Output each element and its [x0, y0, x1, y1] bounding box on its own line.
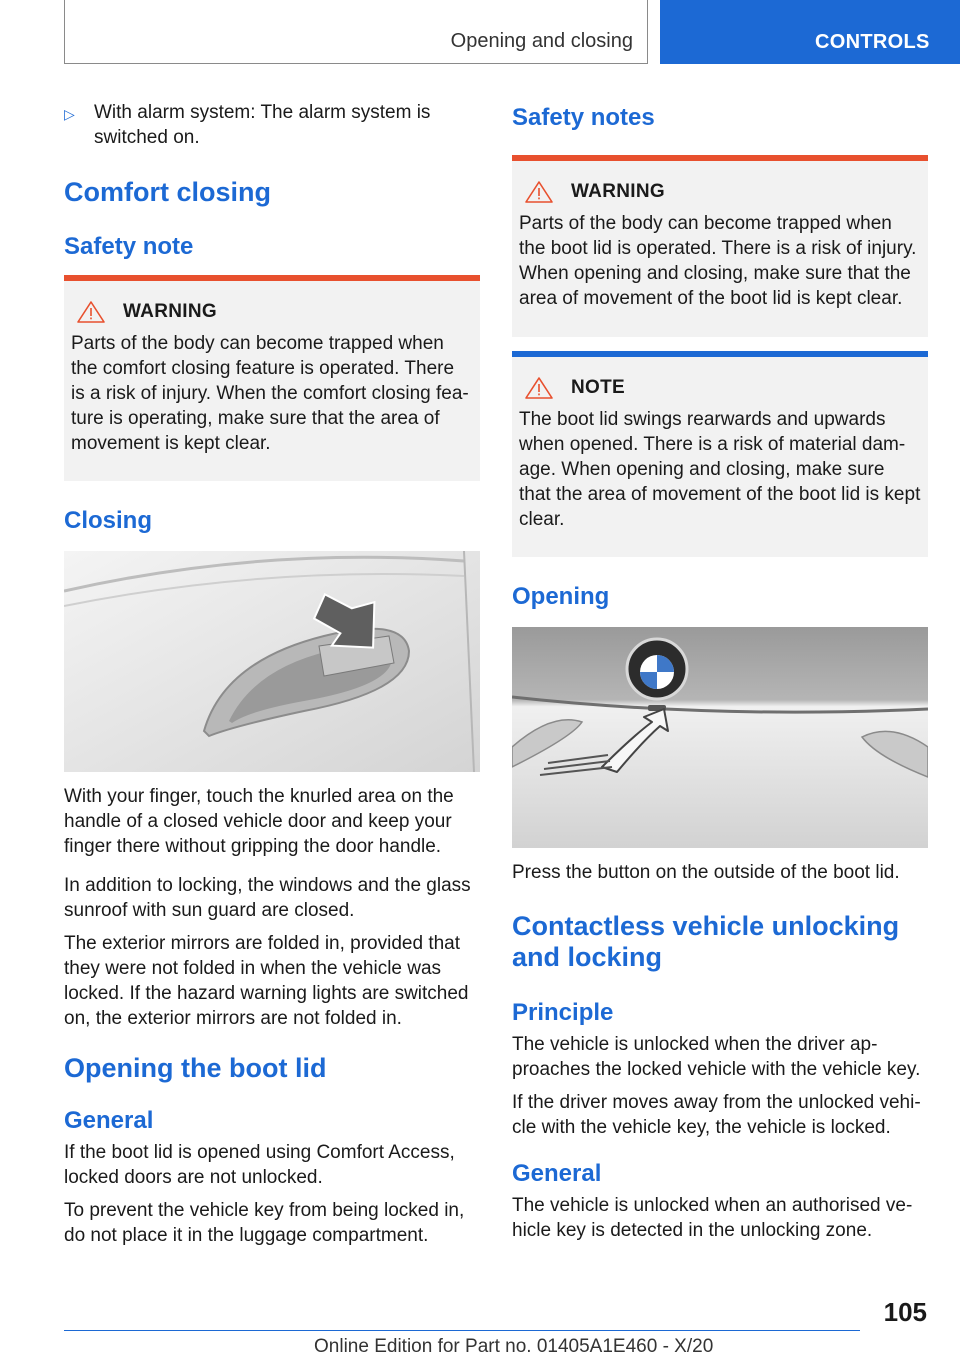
principle-paragraph-1: The vehicle is unlocked when the driver ap-proaches the locked vehicle with the vehicle key. — [512, 1034, 921, 1080]
footer-edition-text: Online Edition for Part no. 01405A1E460 - X/20 — [314, 1336, 714, 1357]
boot-lid-drawing — [512, 627, 928, 848]
heading-opening-boot-lid: Opening the boot lid — [64, 1053, 327, 1083]
heading-general-right: General — [512, 1160, 602, 1187]
caution-triangle-icon — [525, 377, 553, 399]
heading-safety-notes: Safety notes — [512, 104, 655, 131]
list-item — [64, 100, 480, 150]
opening-paragraph: Press the button on the outside of the boot lid. — [512, 862, 900, 883]
heading-closing: Closing — [64, 507, 152, 534]
warning-box — [64, 275, 480, 481]
bullet-text: With alarm system: The alarm system is switched on. — [94, 102, 431, 148]
boot-lid-button-illustration — [512, 627, 928, 848]
door-handle-illustration — [64, 551, 480, 772]
header-section-box — [64, 0, 648, 64]
general-paragraph-2: To prevent the vehicle key from being locked in, do not place it in the luggage compartment. — [64, 1200, 465, 1246]
heading-safety-note: Safety note — [64, 233, 194, 260]
footer-divider — [64, 1330, 860, 1331]
general-paragraph-1: If the boot lid is opened using Comfort Access, locked doors are not unlocked. — [64, 1142, 455, 1188]
warning-triangle-icon — [525, 181, 553, 203]
note-label: NOTE — [571, 377, 625, 398]
warning-text: Parts of the body can become trapped when the comfort closing feature is operated. There is a risk of injury. When the comfort closing fea-ture is operating, make sure that the area of movement is kept clear. — [71, 333, 469, 454]
note-header — [519, 375, 921, 401]
warning-text: Parts of the body can become trapped when the boot lid is operated. There is a risk of injury. When opening and closing, make sure that the area of movement of the boot lid is kept clear. — [519, 213, 917, 309]
heading-comfort-closing: Comfort closing — [64, 177, 271, 207]
heading-general-left: General — [64, 1107, 154, 1134]
warning-header — [71, 299, 473, 325]
right-column — [512, 100, 928, 1251]
general-paragraph-right: The vehicle is unlocked when an authorised ve-hicle key is detected in the unlocking zone. — [512, 1195, 913, 1241]
warning-box — [512, 155, 928, 337]
warning-header — [519, 179, 921, 205]
warning-label: WARNING — [123, 301, 217, 322]
triangle-bullet-icon: ▷ — [64, 106, 75, 122]
warning-label: WARNING — [571, 181, 665, 202]
principle-paragraph-2: If the driver moves away from the unlocked vehi-cle with the vehicle key, the vehicle is locked. — [512, 1092, 921, 1138]
closing-paragraph-1: With your finger, touch the knurled area on the handle of a closed vehicle door and keep your finger there without gripping the door handle. — [64, 786, 454, 857]
heading-principle: Principle — [512, 999, 614, 1026]
header-chapter-tab[interactable] — [660, 0, 960, 64]
closing-paragraph-3: The exterior mirrors are folded in, provided that they were not folded in when the vehicle was locked. If the hazard warning lights are switched on, the exterior mirrors are not folded in. — [64, 933, 469, 1029]
warning-triangle-icon — [77, 301, 105, 323]
page-header — [0, 0, 960, 66]
door-handle-drawing — [64, 551, 480, 772]
closing-paragraph-2: In addition to locking, the windows and the glass sunroof with sun guard are closed. — [64, 875, 471, 921]
left-column — [64, 100, 480, 1256]
note-text: The boot lid swings rearwards and upwards when opened. There is a risk of material dam-age. When opening and closing, make sure that the area of movement of the boot lid is kept clear. — [519, 409, 921, 530]
header-section-title: Opening and closing — [450, 30, 633, 52]
heading-opening: Opening — [512, 583, 610, 610]
page-number: 105 — [883, 1297, 927, 1327]
header-chapter-label: CONTROLS — [815, 31, 930, 53]
heading-contactless: Contactless vehicle unlocking and locking — [512, 911, 900, 972]
note-box — [512, 351, 928, 557]
